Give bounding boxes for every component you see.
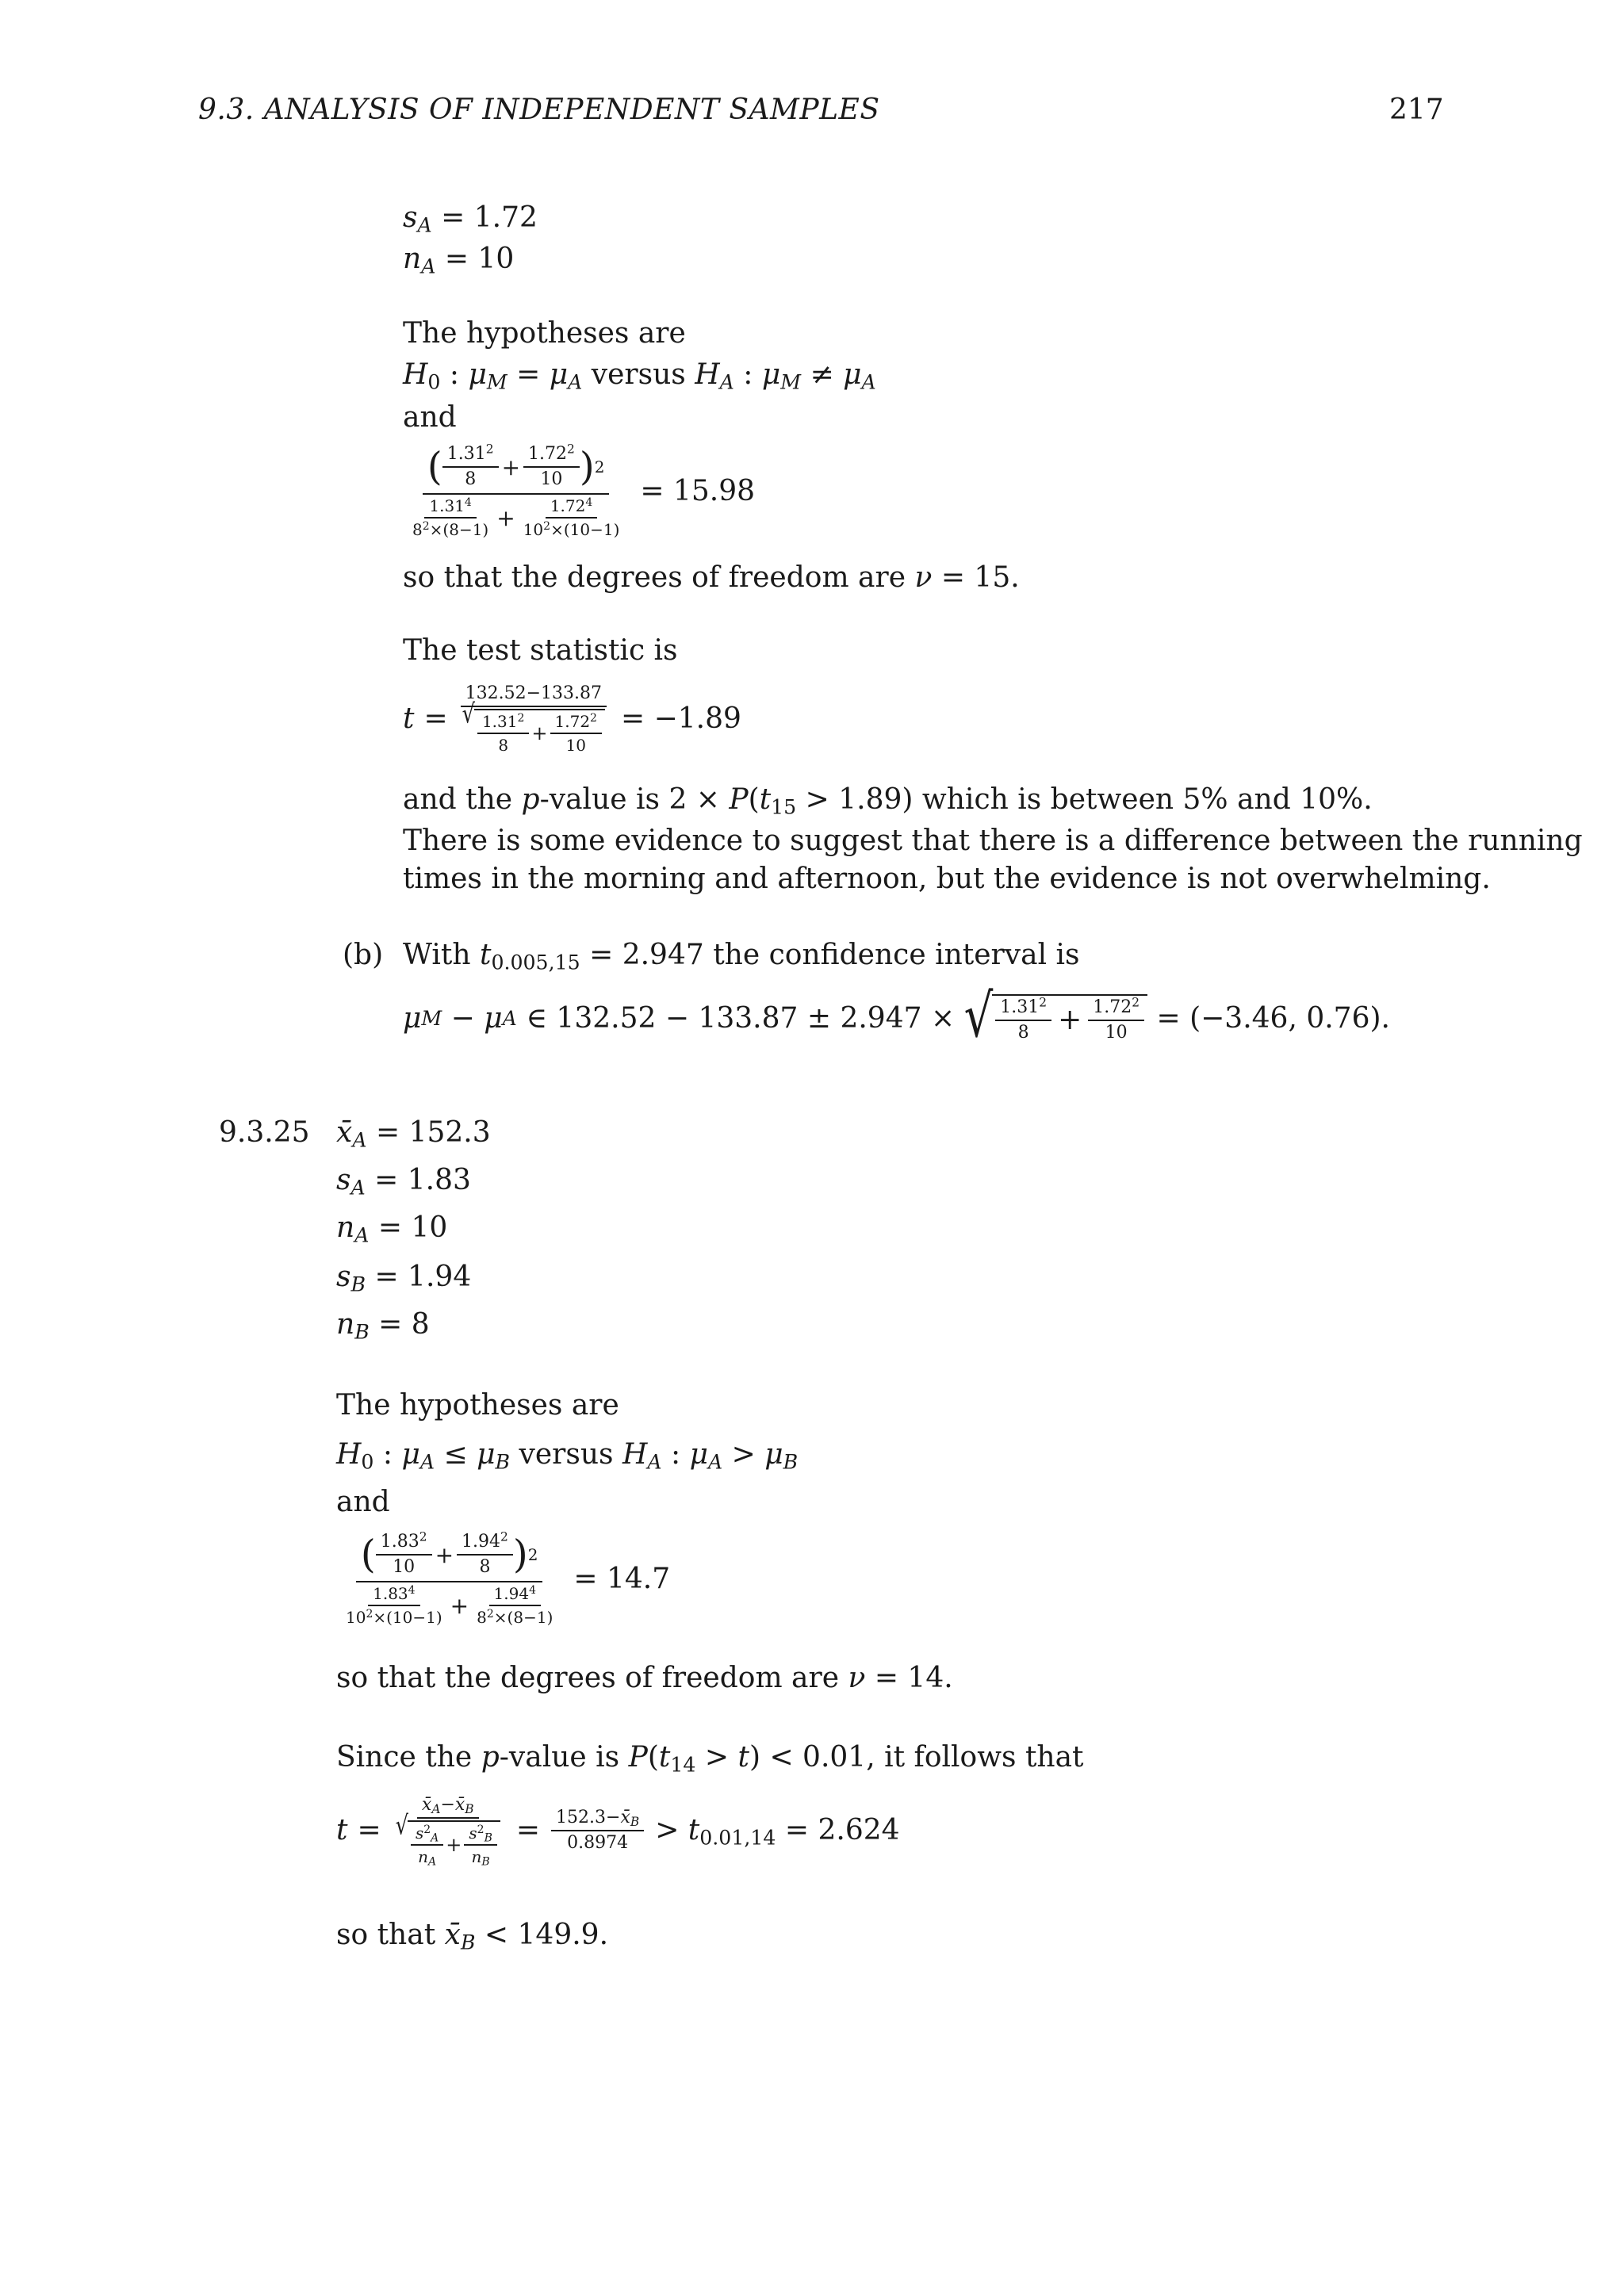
and-text: and — [403, 401, 457, 434]
p-value-line: and the p-value is $2 \times P(t_{15} > 1.89)$ which is between 5% and 10%. — [403, 783, 1373, 819]
welch-df-formula-2: ( $\frac{1.83^2}{10}$ + $\frac{1.94^2}{8}$ ) 2 $\frac{1.83^4}{10^2\times(10-1)}$ + $\frac{1.94^4}{8^2\times(8-1)}$ = 14.7 — [346, 1529, 671, 1627]
na-line-2: $n_A = 10$ — [336, 1211, 448, 1247]
and-text-2: and — [336, 1486, 390, 1518]
confidence-interval: μ M − μ A ∈ 132.52 − 133.87 ± 2.947 × √ $\frac{1.31^2}{8}$ + $\frac{1.72^2}{10}$ = (−3.46, 0.76). — [403, 982, 1390, 1051]
part-b-label: (b) — [343, 939, 384, 971]
sa-line: $s_A = 1.72$ — [403, 201, 538, 237]
running-header: 9.3. ANALYSIS OF INDEPENDENT SAMPLES — [198, 94, 880, 126]
conclusion-line-1: There is some evidence to suggest that there is a difference between the running — [403, 825, 1583, 857]
part-b-intro: With $t_{0.005,15} = 2.947$ the confidence interval is — [403, 939, 1080, 974]
hypotheses-line-2: $H_0$ : $\mu_A \le \mu_B$ versus $H_A$ : $\mu_A > \mu_B$ — [336, 1438, 799, 1474]
page-number: 217 — [1389, 94, 1444, 126]
hypotheses-intro: The hypotheses are — [403, 317, 686, 350]
welch-df-formula: ( $\frac{1.31^2}{8}$ + $\frac{1.72^2}{10}$ ) 2 $\frac{1.31^4}{8^2\times(8-1)}$ + $\frac{1.72^4}{10^2\times(10-1)}$ = 15.98 — [412, 442, 756, 539]
hypotheses-intro-2: The hypotheses are — [336, 1389, 619, 1422]
final-line: so that $x̄_B < 149.9$. — [336, 1919, 609, 1954]
conclusion-line-2: times in the morning and afternoon, but the evidence is not overwhelming. — [403, 863, 1491, 895]
na-line: $n_A = 10$ — [403, 243, 515, 278]
test-statistic-intro: The test statistic is — [403, 634, 678, 667]
df-conclusion: so that the degrees of freedom are ν = 15. — [403, 561, 1020, 594]
test-statistic-formula: t = 132.52−133.87 √ $\frac{1.31^2}{8}$ + $\frac{1.72^2}{10}$ = −1.89 — [403, 683, 741, 755]
t-inequality: t = $x̄_A-x̄_B$ √ $\frac{s^2_A}{n_A}$ + $\frac{s^2_B}{n_B}$ = $\frac{152.3-x̄_B}{0.8974}$ > $t_{0.01,14} = 2.624$ — [336, 1795, 900, 1869]
sb-line: $s_B = 1.94$ — [336, 1261, 472, 1296]
hypotheses-line: $H_0$ : $\mu_M = \mu_A$ versus $H_A$ : $\mu_M \ne \mu_A$ — [403, 358, 876, 394]
df-conclusion-2: so that the degrees of freedom are ν = 14. — [336, 1662, 953, 1694]
since-line: Since the p-value is $P(t_{14} > t) < 0.01$, it follows that — [336, 1741, 1084, 1777]
problem-number: 9.3.25 — [219, 1116, 310, 1149]
sa-line-2: $s_A = 1.83$ — [336, 1164, 471, 1200]
nb-line: $n_B = 8$ — [336, 1308, 430, 1344]
xbar-a-line: $x̄_A = 152.3$ — [336, 1116, 491, 1152]
